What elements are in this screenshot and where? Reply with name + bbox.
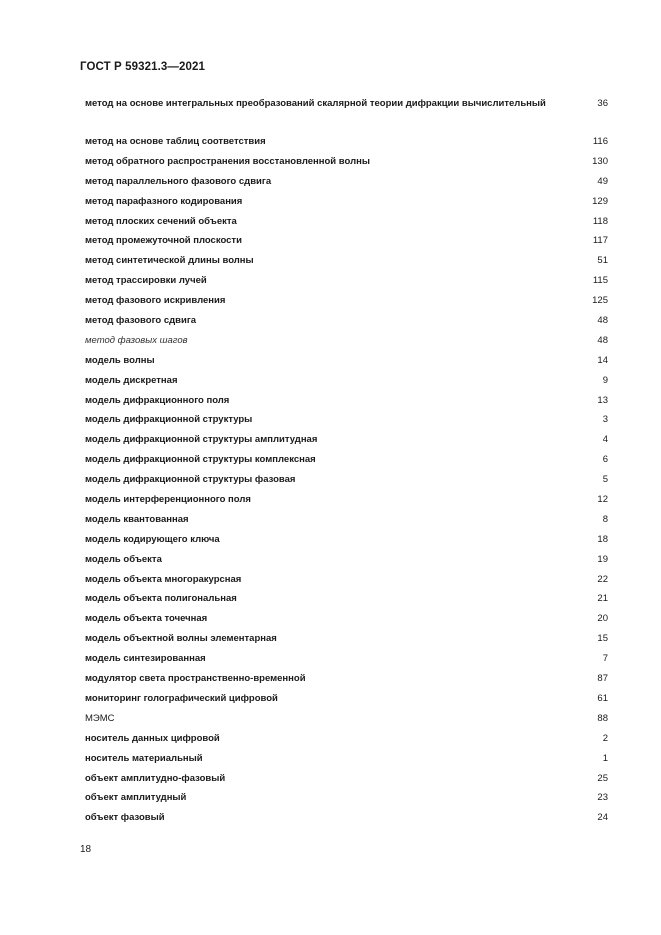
index-page-ref: 3 bbox=[602, 414, 608, 426]
index-term: метод параллельного фазового сдвига bbox=[85, 175, 272, 187]
index-entry bbox=[85, 414, 608, 434]
index-page-ref: 19 bbox=[597, 553, 608, 565]
index-entry bbox=[85, 235, 608, 255]
index-term: метод трассировки лучей bbox=[85, 275, 207, 287]
index-page-ref: 21 bbox=[597, 593, 608, 605]
index-page-ref: 14 bbox=[597, 354, 608, 366]
index-term: модель объекта bbox=[85, 553, 162, 565]
index-entry bbox=[85, 355, 608, 375]
index-entry bbox=[85, 514, 608, 534]
index-entry bbox=[85, 613, 608, 633]
index-entry bbox=[85, 196, 608, 216]
index-page-ref: 87 bbox=[597, 673, 608, 685]
index-page-ref: 2 bbox=[602, 732, 608, 744]
index-page-ref: 8 bbox=[602, 513, 608, 525]
index-page-ref: 25 bbox=[597, 772, 608, 784]
index-entry bbox=[85, 792, 608, 812]
index-page-ref: 6 bbox=[602, 454, 608, 466]
index-term: носитель данных цифровой bbox=[85, 732, 220, 744]
index-entry bbox=[85, 693, 608, 713]
index-entry bbox=[85, 275, 608, 295]
index-page-ref: 61 bbox=[597, 692, 608, 704]
index-page-ref: 117 bbox=[592, 235, 608, 247]
index-page-ref: 51 bbox=[597, 255, 608, 267]
index-entry bbox=[85, 156, 608, 176]
index-page-ref: 18 bbox=[597, 533, 608, 545]
index-entry bbox=[85, 136, 608, 156]
index-page-ref: 12 bbox=[597, 494, 608, 506]
index-entry bbox=[85, 474, 608, 494]
index-page-ref: 118 bbox=[592, 215, 608, 227]
index-page-ref: 130 bbox=[592, 155, 608, 167]
index-term: модель дифракционного поля bbox=[85, 394, 230, 406]
index-term: модель дифракционной структуры bbox=[85, 414, 253, 426]
index-term: модель объекта точечная bbox=[85, 613, 208, 625]
index-entry bbox=[85, 375, 608, 395]
index-term: модель интерференционного поля bbox=[85, 494, 251, 506]
index-entry bbox=[85, 753, 608, 773]
index-entry bbox=[85, 812, 608, 832]
index-term: модель объекта полигональная bbox=[85, 593, 237, 605]
index-page-ref: 116 bbox=[592, 136, 608, 147]
index-page-ref: 115 bbox=[592, 275, 608, 287]
index-page-ref: 23 bbox=[597, 792, 608, 804]
index-term: метод синтетической длины волны bbox=[85, 255, 254, 267]
index-term: объект амплитудный bbox=[85, 792, 187, 804]
index-page-ref: 20 bbox=[597, 613, 608, 625]
index-page-ref: 88 bbox=[597, 712, 608, 724]
index-term: модель дифракционной структуры комплексная bbox=[85, 454, 316, 466]
index-term: метод промежуточной плоскости bbox=[85, 235, 242, 247]
index-page-ref: 24 bbox=[597, 812, 608, 824]
index-entry bbox=[85, 773, 608, 793]
index-term: модель синтезированная bbox=[85, 653, 206, 665]
index-term: носитель материальный bbox=[85, 752, 203, 764]
index-entry bbox=[85, 295, 608, 315]
index-entry bbox=[85, 653, 608, 673]
index-entry bbox=[85, 593, 608, 613]
index-term: мониторинг голографический цифровой bbox=[85, 692, 278, 704]
index-term: метод фазового искривления bbox=[85, 295, 226, 307]
index-entry bbox=[85, 454, 608, 474]
index-page-ref: 48 bbox=[597, 315, 608, 327]
page-number: 18 bbox=[80, 844, 92, 855]
index-entry bbox=[85, 176, 608, 196]
index-entry bbox=[85, 434, 608, 454]
index-page-ref: 49 bbox=[597, 175, 608, 187]
index-term: метод фазовых шагов bbox=[85, 334, 188, 346]
index-term: МЭМС bbox=[85, 712, 115, 724]
index-entry bbox=[85, 315, 608, 335]
index-term: метод фазового сдвига bbox=[85, 315, 197, 327]
index-entry bbox=[85, 395, 608, 415]
index-term: метод парафазного кодирования bbox=[85, 195, 243, 207]
index-entry bbox=[85, 554, 608, 574]
index-entry bbox=[85, 335, 608, 355]
index-page-ref: 13 bbox=[597, 394, 608, 406]
document-header: ГОСТ Р 59321.3—2021 bbox=[80, 61, 205, 73]
index-page-ref: 48 bbox=[597, 334, 608, 346]
index-page-ref: 5 bbox=[602, 474, 608, 486]
index-page-ref: 22 bbox=[597, 573, 608, 585]
index-term: метод на основе интегральных преобразований скалярной теории дифракции вычислительный bbox=[85, 98, 546, 109]
index-page-ref: 125 bbox=[592, 295, 608, 307]
index-page-ref: 1 bbox=[602, 752, 608, 764]
index-term: модель дифракционной структуры фазовая bbox=[85, 474, 296, 486]
index-entry bbox=[85, 574, 608, 594]
index-term: модель дифракционной структуры амплитудная bbox=[85, 434, 318, 446]
index-entry bbox=[85, 713, 608, 733]
index-entry bbox=[85, 733, 608, 753]
index-term: модель кодирующего ключа bbox=[85, 533, 220, 545]
index-page-ref: 4 bbox=[602, 434, 608, 446]
index-term: метод плоских сечений объекта bbox=[85, 215, 237, 227]
index-term: модель дискретная bbox=[85, 374, 178, 386]
index-term: модель объектной волны элементарная bbox=[85, 633, 277, 645]
index-term: объект амплитудно-фазовый bbox=[85, 772, 226, 784]
index-term: модулятор света пространственно-временной bbox=[85, 673, 306, 685]
index-entry bbox=[85, 494, 608, 514]
index-entry bbox=[85, 216, 608, 236]
index-entry bbox=[85, 633, 608, 653]
index-page-ref: 9 bbox=[602, 374, 608, 386]
index-entry bbox=[85, 673, 608, 693]
index-term: модель квантованная bbox=[85, 513, 189, 525]
index-page-ref: 15 bbox=[597, 633, 608, 645]
index-page-ref: 129 bbox=[592, 195, 608, 207]
index-page-ref: 7 bbox=[602, 653, 608, 665]
term-index-list bbox=[85, 98, 608, 832]
index-entry bbox=[85, 534, 608, 554]
index-term: модель волны bbox=[85, 354, 155, 366]
index-term: метод обратного распространения восстановленной волны bbox=[85, 155, 370, 167]
index-term: метод на основе таблиц соответствия bbox=[85, 136, 266, 147]
index-entry bbox=[85, 98, 608, 136]
index-term: модель объекта многоракурсная bbox=[85, 573, 242, 585]
index-page-ref: 36 bbox=[597, 98, 608, 109]
index-entry bbox=[85, 255, 608, 275]
index-term: объект фазовый bbox=[85, 812, 165, 824]
